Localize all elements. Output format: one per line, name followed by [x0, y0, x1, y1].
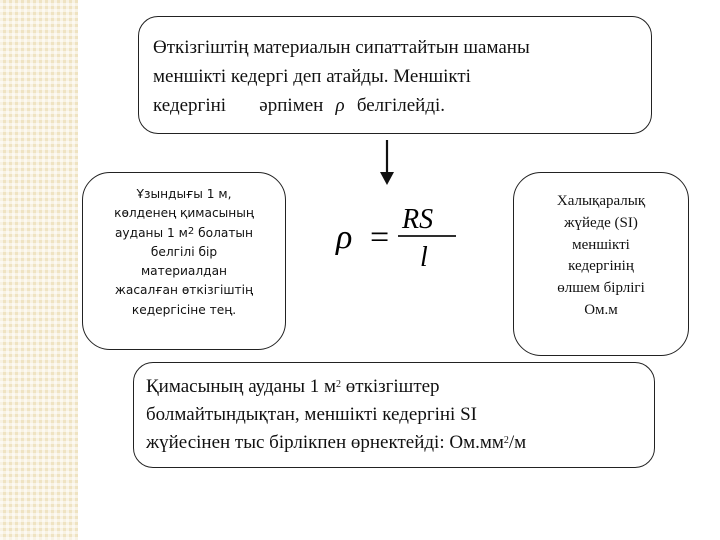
bottom-line-2: болмайтындықтан, меншікті кедергіні SI — [146, 404, 477, 425]
right-line-6: Ом.м — [584, 301, 618, 318]
bottom-line-1-start: Қимасының ауданы 1 м — [146, 376, 337, 397]
definition-line-3-end: белгілейді. — [356, 95, 446, 116]
bottom-line-1-end: өткізгіштер — [341, 376, 440, 397]
left-line-3 — [89, 224, 279, 243]
left-line-3-end: болатын — [194, 225, 254, 240]
definition-line-3 — [153, 91, 637, 120]
left-line-5: материалдан — [140, 264, 228, 279]
si-unit-box — [513, 172, 689, 356]
left-line-3-start: ауданы 1 м — [114, 225, 188, 240]
decorative-side-stripe — [0, 0, 78, 540]
definition-line-1: Өткізгіштің материалын сипаттайтын шаманы — [153, 37, 530, 58]
down-arrow-icon — [377, 140, 397, 186]
left-line-6: жасалған өткізгіштің — [114, 283, 254, 298]
right-line-3: меншікті — [572, 236, 630, 253]
bottom-line-3-exponent: 2 — [503, 435, 509, 446]
formula-numerator: RS — [402, 204, 434, 235]
right-line-2: жүйеде (SI) — [564, 214, 638, 231]
unit-definition-box — [82, 172, 286, 350]
formula-denominator: l — [420, 242, 428, 273]
definition-box — [138, 16, 652, 134]
bottom-line-3-end: /м — [508, 432, 527, 453]
bottom-line-1-exponent: 2 — [336, 379, 342, 390]
left-line-4: белгілі бір — [150, 244, 218, 259]
right-line-1: Халықаралық — [556, 193, 646, 209]
left-line-7: кедергісіне тең. — [131, 302, 237, 317]
definition-line-3-start: кедергіні әрпімен — [153, 95, 324, 116]
bottom-line-3 — [146, 429, 642, 457]
left-line-1: Ұзындығы 1 м, — [136, 187, 232, 201]
left-line-3-exponent: 2 — [187, 225, 195, 237]
practical-unit-box — [133, 362, 655, 468]
formula-rho: ρ — [336, 219, 353, 256]
bottom-line-3-start: жүйесінен тыс бірлікпен өрнектейді: Ом.мм — [146, 432, 504, 453]
definition-line-2: меншікті кедергі деп атайды. Меншікті — [153, 66, 471, 87]
rho-symbol: ρ — [335, 95, 345, 116]
bottom-line-1 — [146, 373, 642, 401]
right-line-5: өлшем бірлігі — [557, 280, 645, 297]
formula-equals: = — [370, 219, 390, 256]
resistivity-formula — [330, 198, 490, 278]
right-line-4: кедергінің — [568, 258, 634, 275]
left-line-2: көлденең қимасының — [114, 206, 254, 221]
